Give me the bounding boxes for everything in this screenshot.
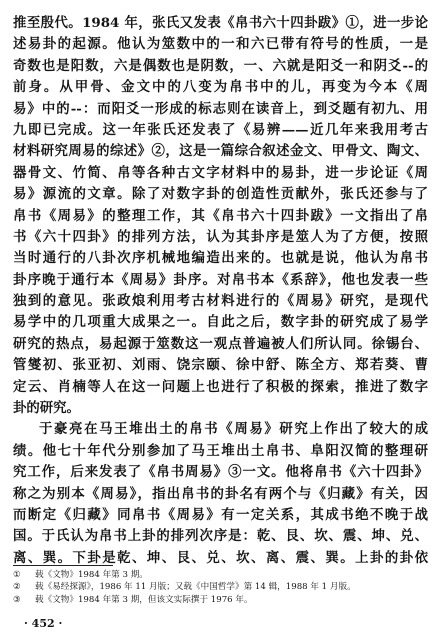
- text-line: 易》中的--：而阳爻一形成的标志则在读音上，到爻题有初九、用: [13, 100, 428, 117]
- text-line: 独到的意见。张政烺利用考古材料进行的《周易》研究，是现代: [13, 293, 428, 310]
- footnote-mark: ①: [13, 570, 21, 580]
- text-line: 书《六十四卦》的排列方法，认为其卦序是筮人为了方便，按照: [13, 228, 428, 245]
- text-line: 国。于氏认为帛书上卦的排列次序是：乾、艮、坎、震、坤、兑、: [13, 528, 428, 545]
- text-line: 而断定《归藏》同帛书《周易》有一定关系，其成书绝不晚于战: [13, 506, 428, 523]
- text-line: 易》源流的文章。除了对数字卦的创造性贡献外，张氏还参与了: [13, 186, 428, 203]
- text-line: 管燮初、张亚初、刘雨、饶宗颐、徐中舒、陈全方、郑若葵、曹: [13, 357, 428, 374]
- footnote: [13, 569, 433, 581]
- text-line: 究工作，后来发表了《帛书周易》③一文。他将帛书《六十四卦》: [13, 464, 428, 481]
- text-line: 离、巽。下卦是乾、坤、艮、兑、坎、离、震、巽。上卦的卦依: [13, 549, 428, 566]
- footnote: [13, 581, 433, 593]
- text-line: 于豪亮在马王堆出土的帛书《周易》研究上作出了较大的成: [39, 421, 428, 438]
- text-line: 材料研究周易的综述》②，这是一篇综合叙述金文、甲骨文、陶文、: [13, 143, 428, 160]
- text-line: 当时通行的八卦次序机械地编造出来的。也就是说，他认为帛书: [13, 250, 428, 267]
- text-line: 器骨文、竹简、帛等各种古文字材料中的易卦，进一步论证《周: [13, 164, 428, 181]
- footnote: [13, 594, 433, 606]
- text-line: 易学中的几项重大成果之一。自此之后，数字卦的研究成了易学: [13, 314, 428, 331]
- text-line: 称之为别本《周易》，指出帛书的卦名有两个与《归藏》有关，因: [13, 485, 428, 502]
- footnotes: [13, 569, 433, 606]
- text-line: 前身。从甲骨、金文中的八变为帛书中的儿，再变为今本《周: [13, 79, 428, 96]
- text-line: 九即已完成。这一年张氏还发表了《易辨——近几年来我用考古: [13, 121, 428, 138]
- footnote-mark: ③: [13, 594, 21, 605]
- footnote-text: 载《文物》1984 年第 3 期。: [35, 570, 148, 580]
- body-text: [13, 13, 428, 569]
- text-line: 推至殷代。1984 年，张氏又发表《帛书六十四卦跋》①，进一步论: [13, 15, 428, 31]
- footnote-divider: [13, 565, 113, 566]
- text-line: 帛书《周易》的整理工作，其《帛书六十四卦跋》一文指出了帛: [13, 207, 428, 224]
- text-line: 卦序晚于通行本《周易》卦序。对帛书本《系辞》，他也发表一些: [13, 271, 428, 288]
- footnote-mark: ②: [13, 582, 21, 593]
- page-number: · 452 ·: [24, 617, 63, 630]
- text-line: 绩。他七十年代分别参加了马王堆出土帛书、阜阳汉简的整理研: [13, 442, 428, 459]
- text-line: 定云、肖楠等人在这一问题上也进行了积极的探索，推进了数字: [13, 378, 428, 395]
- text-line: 奇数也是阳数，六是偶数也是阴数，一、六就是阳爻一和阴爻--的: [13, 57, 428, 74]
- footnote-text: 载《文物》1984 年第 3 期，但该文实际撰于 1976 年。: [35, 594, 253, 605]
- text-line: 研究的热点，易起源于筮数这一观点普遍被人们所认同。徐锡台、: [13, 335, 428, 352]
- text-line: 卦的研究。: [13, 400, 80, 417]
- footnote-text: 载《易经探源》，1986 年 11 月版；又载《中国哲学》第 14 辑，1988 年 1 月版。: [35, 582, 356, 593]
- text-line: 述易卦的起源。他认为筮数中的一和六已带有符号的性质，一是: [13, 36, 428, 53]
